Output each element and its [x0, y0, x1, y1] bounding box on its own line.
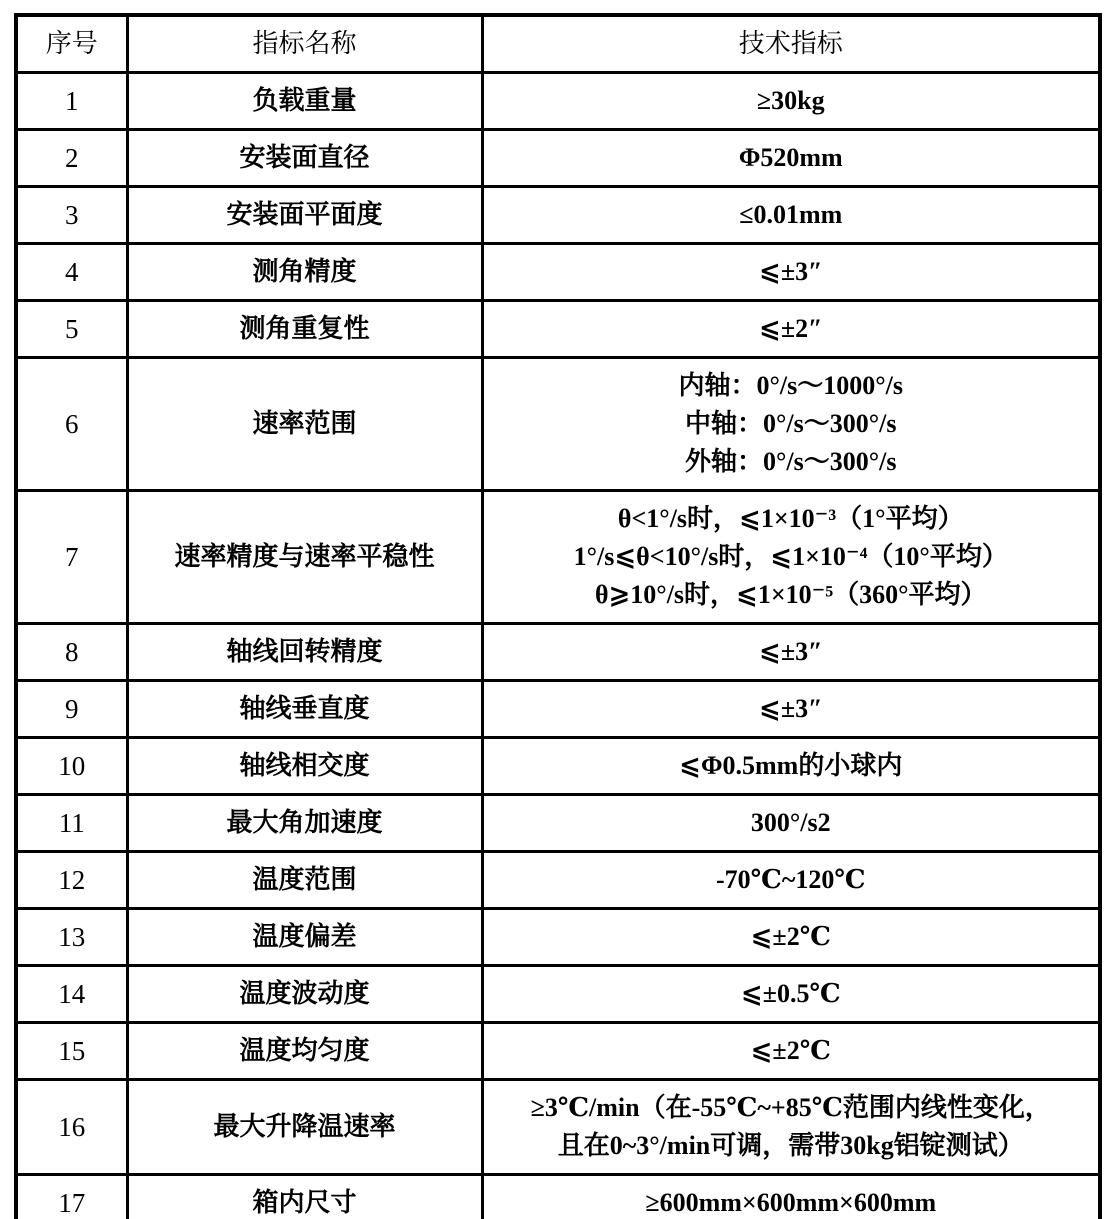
header-row: [16, 15, 1100, 73]
spec-line: Φ520mm: [738, 143, 843, 172]
spec-line: -70℃~120℃: [716, 865, 866, 894]
serial-number-cell: 4: [16, 244, 127, 301]
table-row: [16, 795, 1100, 852]
table-row: [16, 130, 1100, 187]
serial-number-cell: 8: [16, 624, 127, 681]
spec-line: 300°/s2: [750, 808, 831, 837]
serial-number-cell: 3: [16, 187, 127, 244]
indicator-name-cell: 测角精度: [127, 244, 482, 301]
technical-spec-cell: [482, 909, 1100, 966]
indicator-name-cell: 轴线垂直度: [127, 681, 482, 738]
indicator-name-cell: 负载重量: [127, 73, 482, 130]
indicator-name-cell: 最大角加速度: [127, 795, 482, 852]
serial-number-cell: 12: [16, 852, 127, 909]
header-technical-spec: 技术指标: [482, 15, 1100, 73]
technical-spec-cell: [482, 130, 1100, 187]
serial-number-cell: 1: [16, 73, 127, 130]
table-row: [16, 301, 1100, 358]
technical-spec-cell: [482, 187, 1100, 244]
spec-line: ≥600mm×600mm×600mm: [645, 1188, 937, 1217]
table-row: [16, 358, 1100, 491]
serial-number-cell: 2: [16, 130, 127, 187]
indicator-name-cell: 温度范围: [127, 852, 482, 909]
spec-line: θ⩾10°/s时，⩽1×10⁻⁵（360°平均）: [594, 580, 987, 609]
technical-spec-cell: [482, 1023, 1100, 1080]
header-serial-number: 序号: [16, 15, 127, 73]
spec-line: ⩽±2℃: [750, 1036, 831, 1065]
indicator-name-cell: 最大升降温速率: [127, 1080, 482, 1175]
indicator-name-cell: 温度偏差: [127, 909, 482, 966]
indicator-name-cell: 箱内尺寸: [127, 1175, 482, 1219]
table-row: [16, 681, 1100, 738]
serial-number-cell: 9: [16, 681, 127, 738]
spec-table-body: [16, 73, 1100, 1219]
table-row: [16, 624, 1100, 681]
table-row: [16, 738, 1100, 795]
spec-line: ⩽±3″: [759, 694, 823, 723]
indicator-name-cell: 温度波动度: [127, 966, 482, 1023]
technical-spec-cell: [482, 624, 1100, 681]
table-row: [16, 1175, 1100, 1219]
table-row: [16, 1080, 1100, 1175]
table-row: [16, 73, 1100, 130]
technical-spec-cell: [482, 681, 1100, 738]
spec-line: θ<1°/s时，⩽1×10⁻³（1°平均）: [617, 504, 964, 533]
spec-table: [14, 13, 1102, 1219]
spec-line: ⩽±3″: [759, 637, 823, 666]
spec-line: ⩽Φ0.5mm的小球内: [679, 751, 903, 780]
table-row: [16, 966, 1100, 1023]
indicator-name-cell: 轴线相交度: [127, 738, 482, 795]
table-row: [16, 244, 1100, 301]
indicator-name-cell: 安装面直径: [127, 130, 482, 187]
spec-line: 中轴：0°/s～300°/s: [685, 409, 897, 438]
serial-number-cell: 17: [16, 1175, 127, 1219]
technical-spec-cell: [482, 358, 1100, 491]
header-indicator-name: 指标名称: [127, 15, 482, 73]
technical-spec-cell: [482, 1175, 1100, 1219]
serial-number-cell: 6: [16, 358, 127, 491]
technical-spec-cell: [482, 1080, 1100, 1175]
spec-line: 1°/s⩽θ<10°/s时，⩽1×10⁻⁴（10°平均）: [573, 542, 1008, 571]
serial-number-cell: 14: [16, 966, 127, 1023]
serial-number-cell: 16: [16, 1080, 127, 1175]
serial-number-cell: 15: [16, 1023, 127, 1080]
technical-spec-cell: [482, 491, 1100, 624]
indicator-name-cell: 轴线回转精度: [127, 624, 482, 681]
technical-spec-cell: [482, 852, 1100, 909]
indicator-name-cell: 安装面平面度: [127, 187, 482, 244]
indicator-name-cell: 速率范围: [127, 358, 482, 491]
indicator-name-cell: 测角重复性: [127, 301, 482, 358]
spec-line: ≥30kg: [756, 86, 825, 115]
spec-line: ⩽±2″: [759, 314, 823, 343]
technical-spec-cell: [482, 795, 1100, 852]
serial-number-cell: 11: [16, 795, 127, 852]
technical-spec-cell: [482, 738, 1100, 795]
table-row: [16, 909, 1100, 966]
serial-number-cell: 13: [16, 909, 127, 966]
spec-line: 外轴：0°/s～300°/s: [685, 447, 897, 476]
table-row: [16, 187, 1100, 244]
table-row: [16, 491, 1100, 624]
technical-spec-cell: [482, 73, 1100, 130]
indicator-name-cell: 速率精度与速率平稳性: [127, 491, 482, 624]
spec-line: ≥3℃/min（在-55℃~+85℃范围内线性变化，: [530, 1093, 1051, 1122]
spec-line: ≤0.01mm: [739, 200, 843, 229]
technical-spec-cell: [482, 244, 1100, 301]
indicator-name-cell: 温度均匀度: [127, 1023, 482, 1080]
spec-line: ⩽±0.5℃: [740, 979, 841, 1008]
technical-spec-cell: [482, 301, 1100, 358]
table-row: [16, 852, 1100, 909]
spec-line: 内轴：0°/s～1000°/s: [678, 371, 903, 400]
spec-line: 且在0~3°/min可调，需带30kg铝锭测试）: [557, 1131, 1024, 1160]
serial-number-cell: 10: [16, 738, 127, 795]
table-row: [16, 1023, 1100, 1080]
serial-number-cell: 7: [16, 491, 127, 624]
spec-line: ⩽±2℃: [750, 922, 831, 951]
technical-spec-cell: [482, 966, 1100, 1023]
spec-line: ⩽±3″: [759, 257, 823, 286]
serial-number-cell: 5: [16, 301, 127, 358]
